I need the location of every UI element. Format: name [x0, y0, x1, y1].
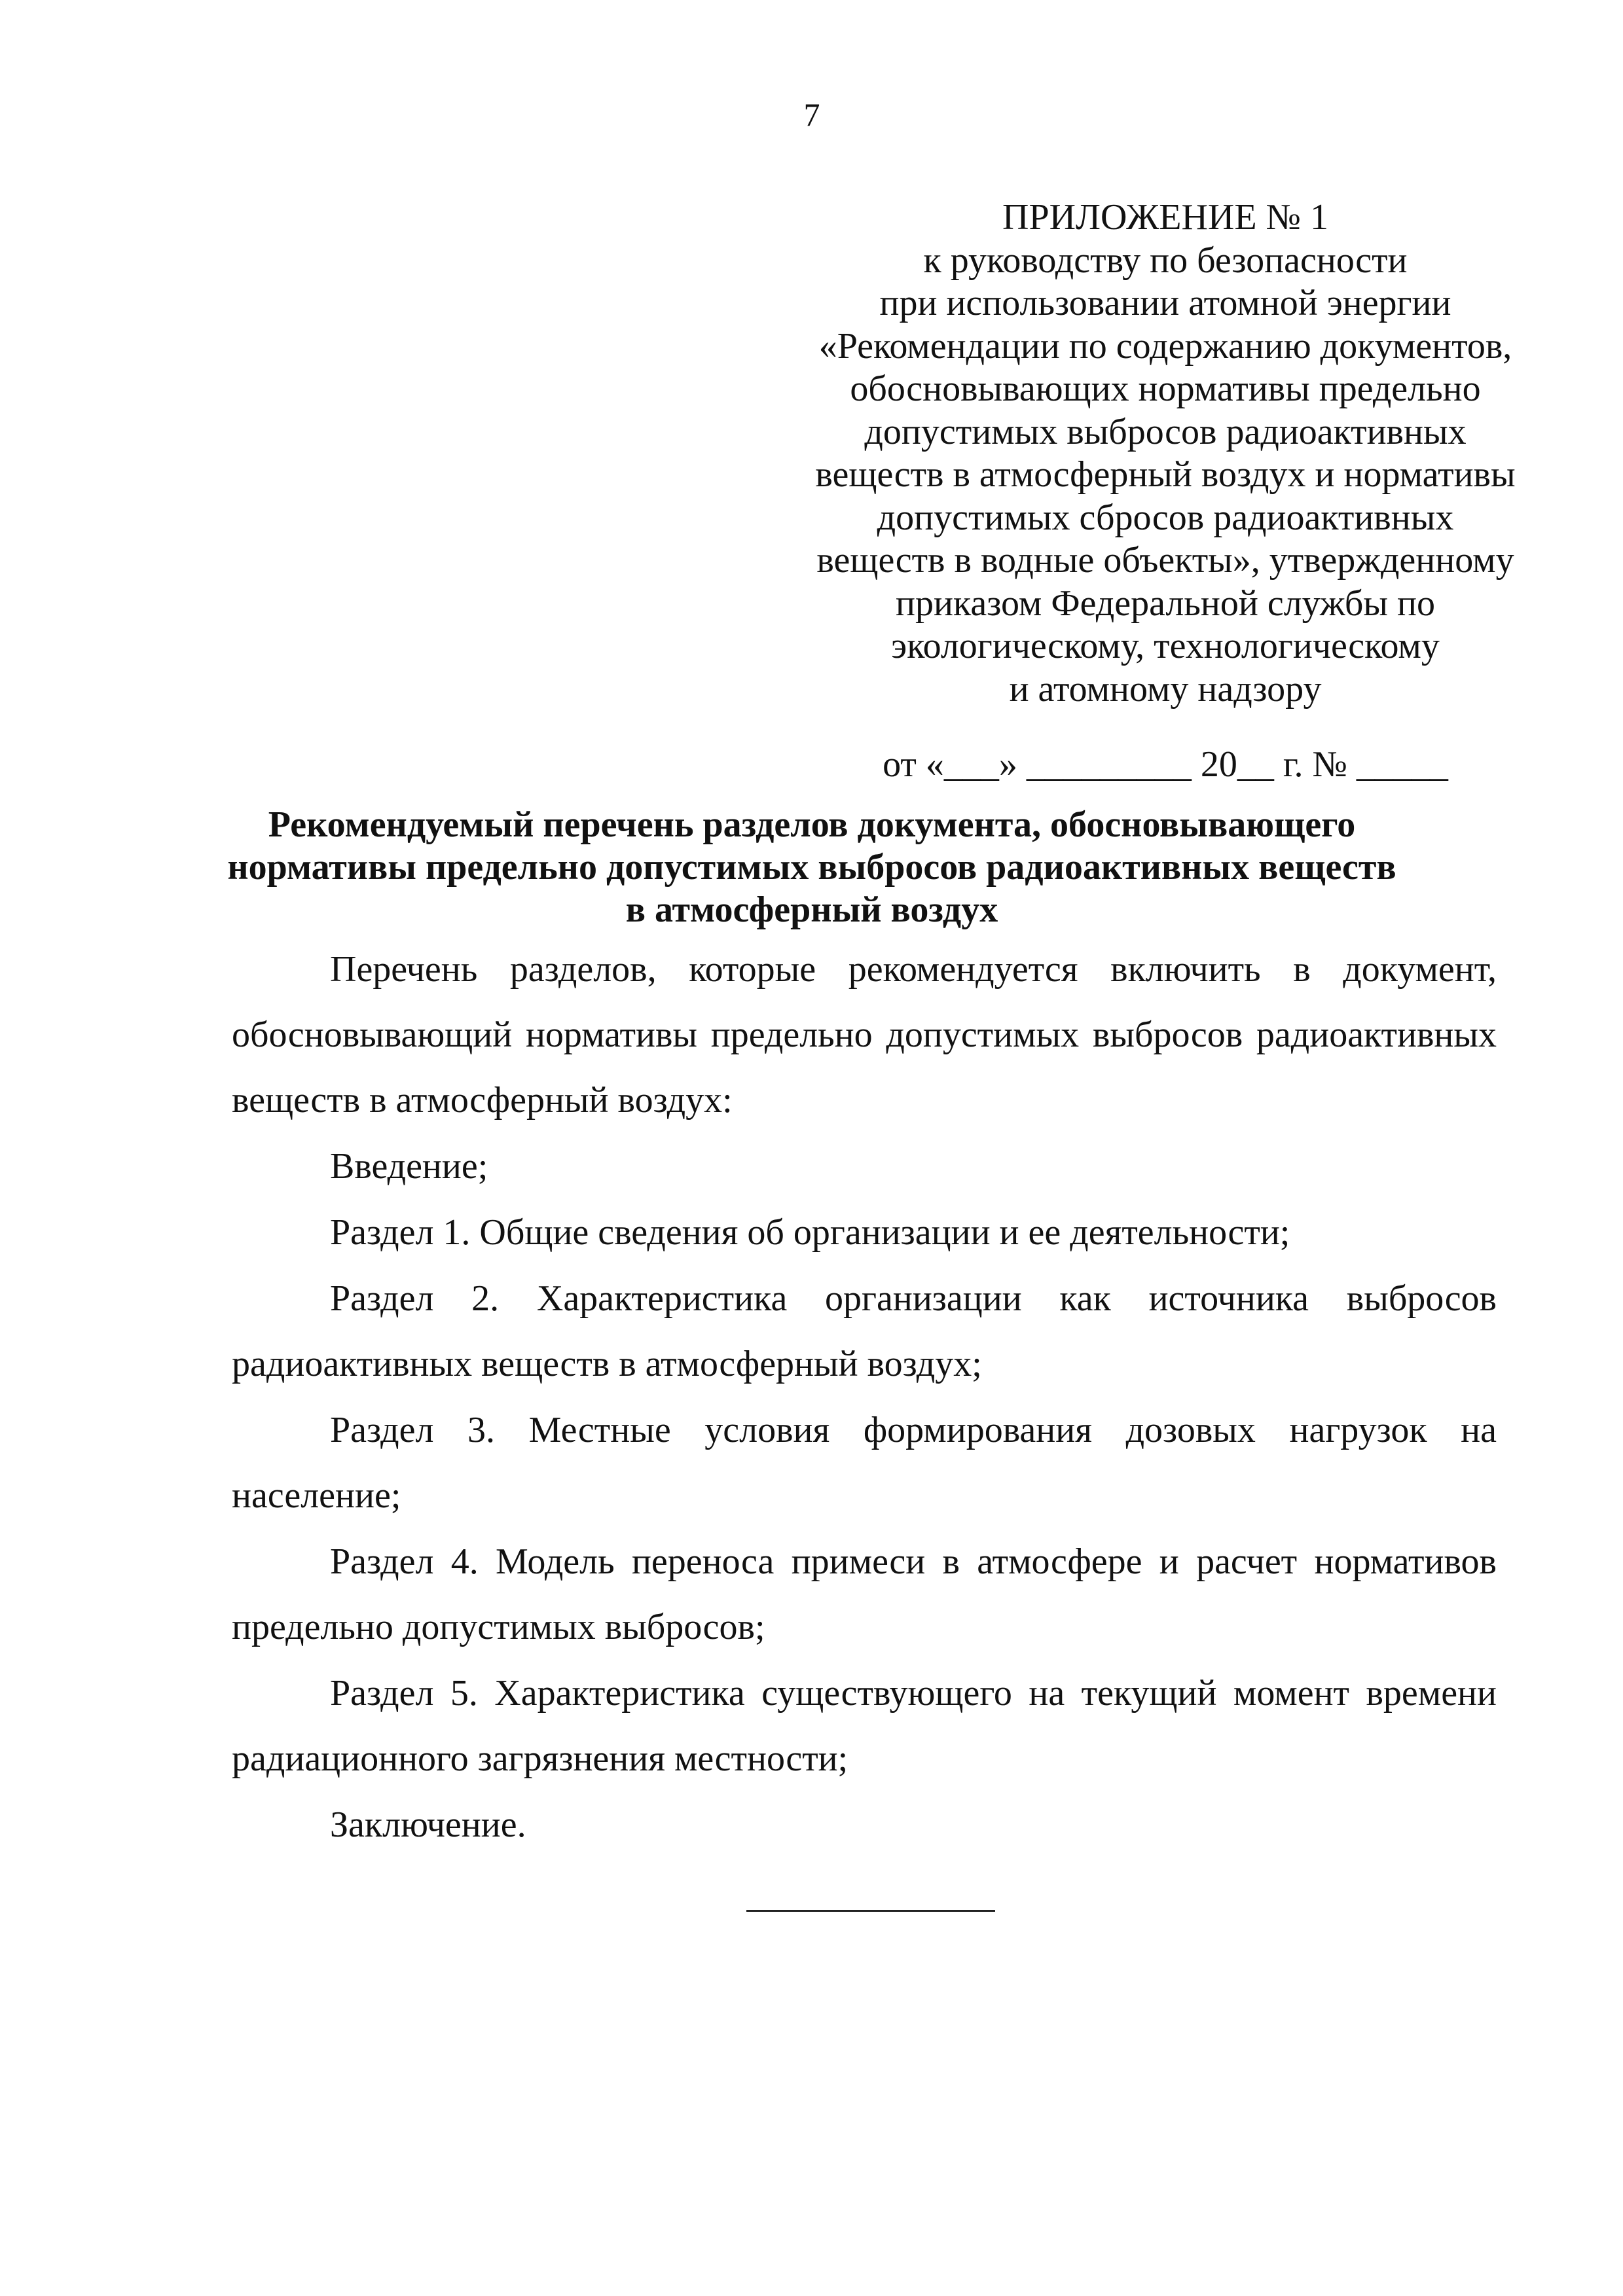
section-item-5: Раздел 5. Характеристика существующего на текущий момент времени радиационного загрязнения местности; [232, 1673, 1497, 1779]
appendix-line: допустимых сбросов радиоактивных [877, 497, 1454, 538]
end-separator-line [746, 1910, 995, 1912]
appendix-line: «Рекомендации по содержанию документов, [818, 325, 1512, 367]
page-number: 7 [803, 96, 820, 133]
appendix-title: ПРИЛОЖЕНИЕ № 1 [1002, 197, 1328, 238]
appendix-line: веществ в водные объекты», утвержденному [816, 540, 1514, 581]
section-item-4: Раздел 4. Модель переноса примеси в атмосфере и расчет нормативов предельно допустимых выбросов; [232, 1541, 1497, 1647]
intro-paragraph: Перечень разделов, которые рекомендуется включить в документ, обосновывающий нормативы предельно допустимых выбросов радиоактивных веществ в атмосферный воздух: [232, 949, 1497, 1121]
document-title [196, 804, 1427, 931]
appendix-header [766, 196, 1565, 711]
appendix-line: к руководству по безопасности [923, 240, 1408, 281]
appendix-line: при использовании атомной энергии [879, 283, 1451, 323]
title-line: нормативы предельно допустимых выбросов радиоактивных веществ [227, 847, 1396, 888]
appendix-line: экологическому, технологическому [891, 626, 1440, 666]
appendix-line: веществ в атмосферный воздух и нормативы [815, 454, 1516, 495]
appendix-line: и атомному надзору [1009, 668, 1322, 709]
approval-date-line: от «___» _________ 20__ г. № _____ [883, 744, 1448, 785]
title-line: в атмосферный воздух [625, 889, 998, 930]
section-item-conclusion: Заключение. [330, 1804, 526, 1845]
title-line: Рекомендуемый перечень разделов документа, обосновывающего [268, 804, 1356, 845]
section-item-2: Раздел 2. Характеристика организации как источника выбросов радиоактивных веществ в атмосферный воздух; [232, 1278, 1497, 1384]
appendix-line: приказом Федеральной службы по [896, 583, 1435, 624]
appendix-line: обосновывающих нормативы предельно [850, 368, 1481, 409]
section-item-1: Раздел 1. Общие сведения об организации и ее деятельности; [330, 1212, 1290, 1253]
section-item-3: Раздел 3. Местные условия формирования дозовых нагрузок на население; [232, 1410, 1497, 1516]
section-item-introduction: Введение; [330, 1146, 488, 1187]
appendix-line: допустимых выбросов радиоактивных [864, 411, 1467, 452]
